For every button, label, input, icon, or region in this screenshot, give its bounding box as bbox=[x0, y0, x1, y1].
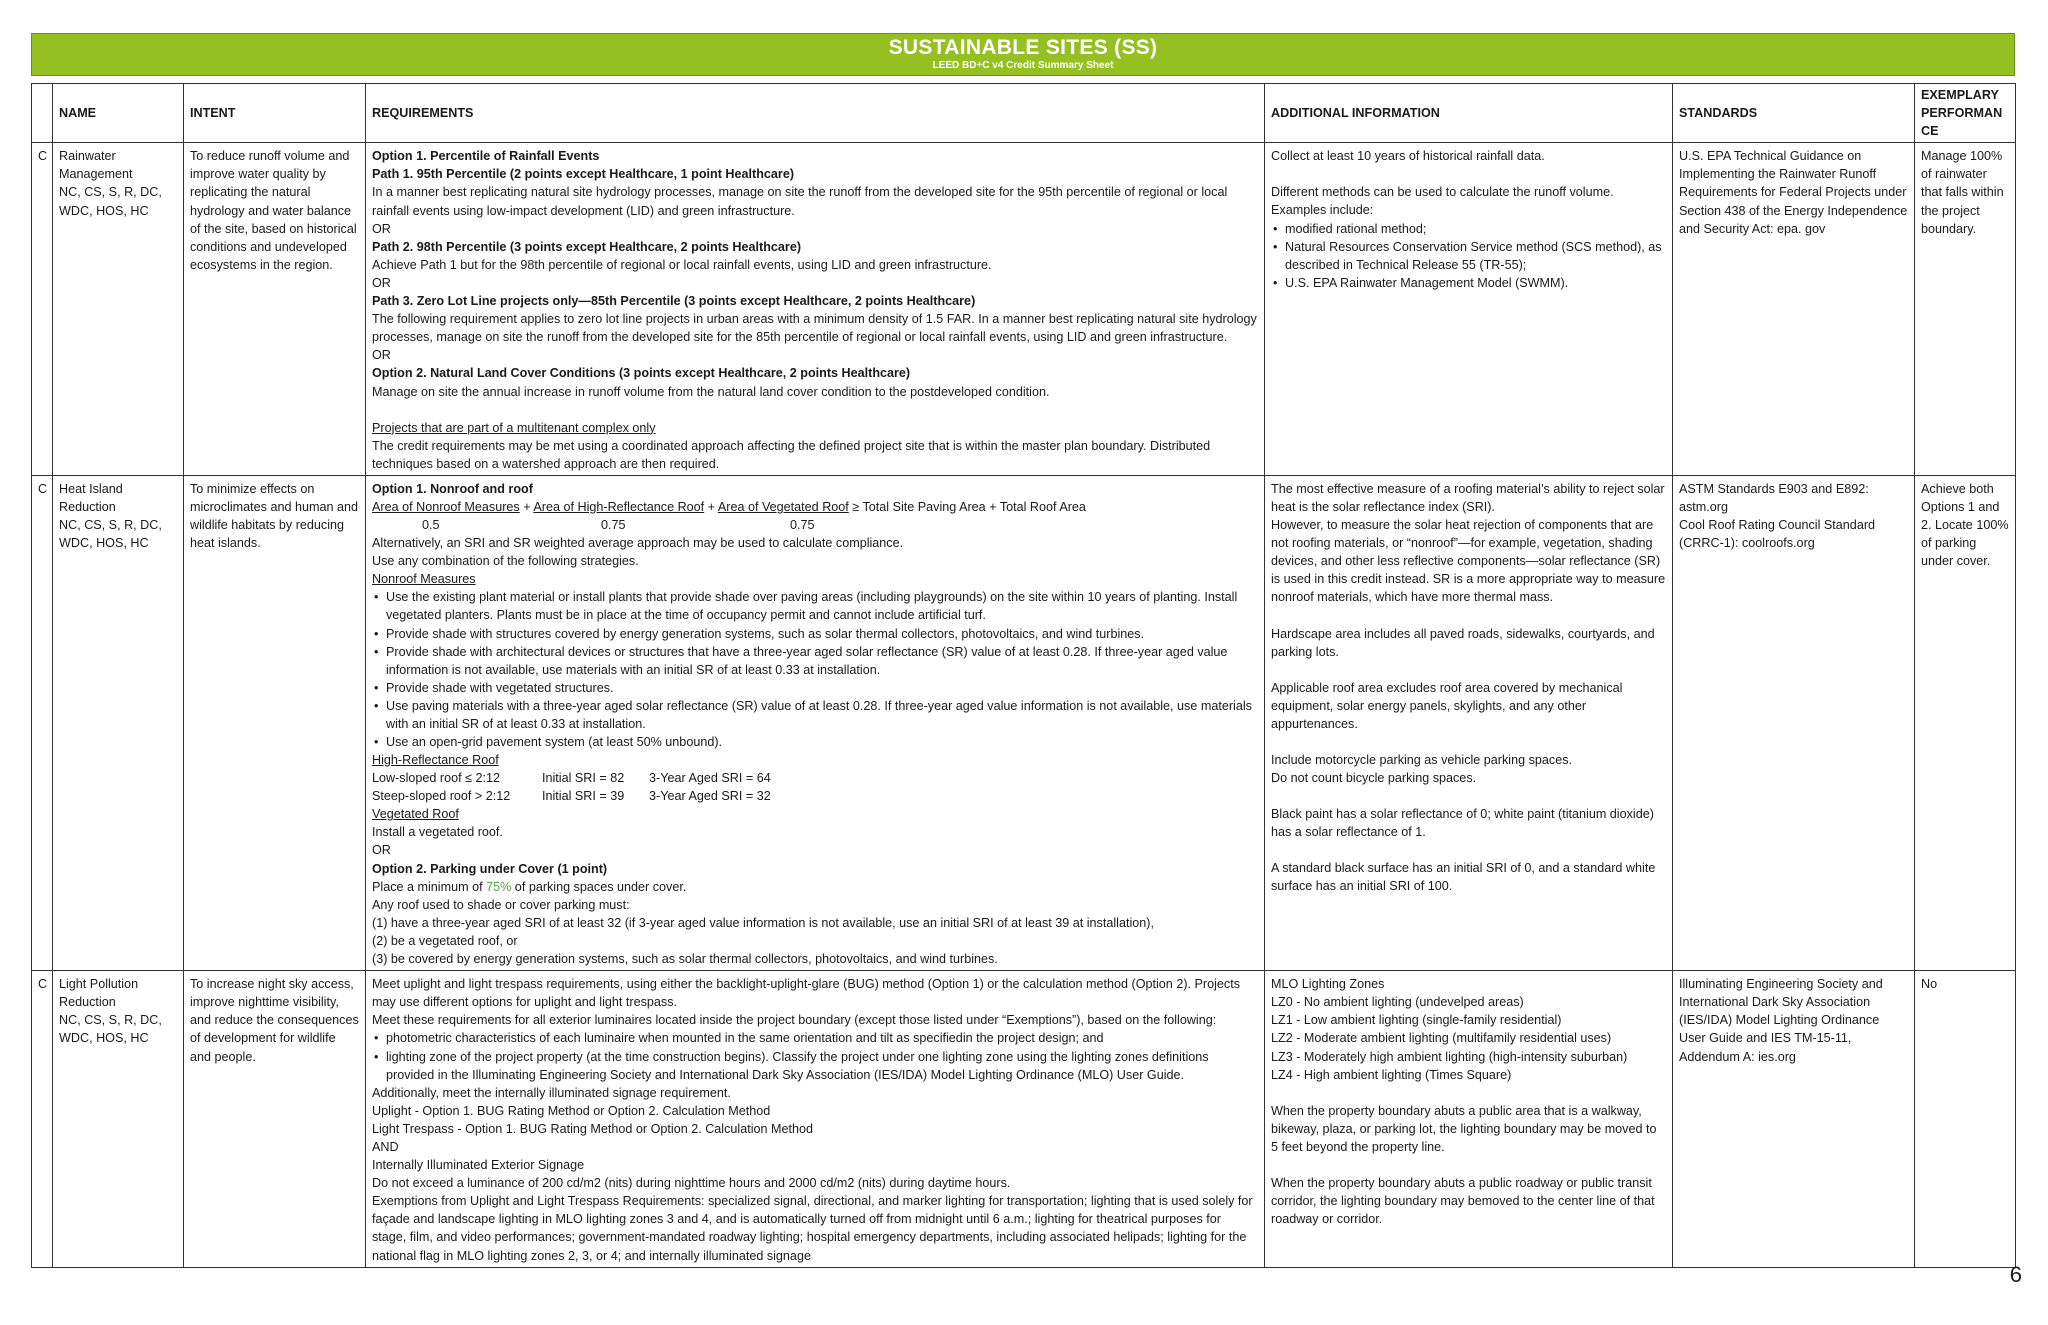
credit-name: Light Pollution Reduction NC, CS, S, R, DC, WDC, HOS, HC bbox=[53, 971, 184, 1268]
credit-additional-info: Collect at least 10 years of historical rainfall data. Different methods can be used to calculate the runoff volume. Examples include: • modified rational method; • Natural Resources Conservation Service method (SCS method), as described in Technical Release 55 (TR-55); • U.S. EPA Rainwater Management Model (SWMM). bbox=[1265, 143, 1673, 476]
credit-intent: To minimize effects on microclimates and human and wildlife habitats by reducing heat islands. bbox=[184, 475, 366, 970]
credit-intent: To reduce runoff volume and improve water quality by replicating the natural hydrology and water balance of the site, based on historical conditions and undeveloped ecosystems in the region. bbox=[184, 143, 366, 476]
credit-requirements: Option 1. Percentile of Rainfall Events Path 1. 95th Percentile (2 points except Healthcare, 1 point Healthcare) In a manner best replicating natural site hydrology processes, manage on site the runoff from the developed site for the 95th percentile of regional or local rainfall events using low-impact development (LID) and green infrastructure. OR Path 2. 98th Percentile (3 points except Healthcare, 2 points Healthcare) Achieve Path 1 but for the 98th percentile of regional or local rainfall events, using LID and green infrastructure. OR Path 3. Zero Lot Line projects only—85th Percentile (3 points except Healthcare, 2 points Healthcare) The following requirement applies to zero lot line projects in urban areas with a minimum density of 1.5 FAR. In a manner best replicating natural site hydrology processes, manage on site the runoff from the developed site for the 85th percentile of regional or local rainfall events, using LID and green infrastructure. OR Option 2. Natural Land Cover Conditions (3 points except Healthcare, 2 points Healthcare) Manage on site the annual increase in runoff volume from the natural land cover condition to the postdeveloped condition. Projects that are part of a multitenant complex only The credit requirements may be met using a coordinated approach affecting the defined project site that is within the master plan boundary. Distributed techniques based on a watershed approach are then required. bbox=[366, 143, 1265, 476]
credit-intent: To increase night sky access, improve nighttime visibility, and reduce the consequences of development for wildlife and people. bbox=[184, 971, 366, 1268]
section-title: SUSTAINABLE SITES (SS) bbox=[888, 36, 1158, 59]
header-name: NAME bbox=[53, 84, 184, 143]
credit-exemplary: Manage 100% of rainwater that falls within the project boundary. bbox=[1915, 143, 2016, 476]
credit-additional-info: MLO Lighting Zones LZ0 - No ambient lighting (undevelped areas) LZ1 - Low ambient lighting (single-family residential) LZ2 - Moderate ambient lighting (multifamily residential uses) LZ3 - Moderately high ambient lighting (high-intensity suburban) LZ4 - High ambient lighting (Times Square) When the property boundary abuts a public area that is a walkway, bikeway, plaza, or parking lot, the lighting boundary may be moved to 5 feet beyond the property line. When the property boundary abuts a public roadway or public transit corridor, the lighting boundary may bemoved to the center line of that roadway or corridor. bbox=[1265, 971, 1673, 1268]
table-row bbox=[32, 971, 2016, 1268]
header-intent: INTENT bbox=[184, 84, 366, 143]
credit-requirements: Meet uplight and light trespass requirements, using either the backlight-uplight-glare (BUG) method (Option 1) or the calculation method (Option 2). Projects may use different options for uplight and light trespass. Meet these requirements for all exterior luminaires located inside the project boundary (except those listed under “Exemptions”), based on the following: • photometric characteristics of each luminaire when mounted in the same orientation and tilt as specifiedin the project design; and • lighting zone of the project property (at the time construction begins). Classify the project under one lighting zone using the lighting zones definitions provided in the Illuminating Engineering Society and International Dark Sky Association (IES/IDA) Model Lighting Ordinance (MLO) User Guide. Additionally, meet the internally illuminated signage requirement. Uplight - Option 1. BUG Rating Method or Option 2. Calculation Method Light Trespass - Option 1. BUG Rating Method or Option 2. Calculation Method AND Internally Illuminated Exterior Signage Do not exceed a luminance of 200 cd/m2 (nits) during nighttime hours and 2000 cd/m2 (nits) during daytime hours. Exemptions from Uplight and Light Trespass Requirements: specialized signal, directional, and marker lighting for transportation; lighting that is used solely for façade and landscape lighting in MLO lighting zones 3 and 4, and is automatically turned off from midnight until 6 a.m.; lighting for theatrical purposes for stage, film, and video performances; government-mandated roadway lighting; hospital emergency departments, including associated helipads; lighting for the national flag in MLO lighting zones 2, 3, or 4; and internally illuminated signage bbox=[366, 971, 1265, 1268]
section-subtitle: LEED BD+C v4 Credit Summary Sheet bbox=[932, 60, 1114, 71]
credit-name: Rainwater Management NC, CS, S, R, DC, WDC, HOS, HC bbox=[53, 143, 184, 476]
formula-denominators: 0.5 0.75 0.75 bbox=[422, 518, 815, 533]
credit-standards: U.S. EPA Technical Guidance on Implementing the Rainwater Runoff Requirements for Federal Projects under Section 438 of the Energy Independence and Security Act: epa. gov bbox=[1673, 143, 1915, 476]
table-row bbox=[32, 475, 2016, 970]
header-type bbox=[32, 84, 53, 143]
credit-additional-info: The most effective measure of a roofing material’s ability to reject solar heat is the solar reflectance index (SRI). However, to measure the solar heat rejection of components that are not roofing materials, or “nonroof”—for example, vegetation, shading devices, and other less reflective components—solar reflectance (SR) is used in this credit instead. SR is a more appropriate way to measure nonroof materials, which have more thermal mass. Hardscape area includes all paved roads, sidewalks, courtyards, and parking lots. Applicable roof area excludes roof area covered by mechanical equipment, solar energy panels, skylights, and any other appurtenances. Include motorcycle parking as vehicle parking spaces. Do not count bicycle parking spaces. Black paint has a solar reflectance of 0; white paint (titanium dioxide) has a solar reflectance of 1. A standard black surface has an initial SRI of 0, and a standard white surface has an initial SRI of 100. bbox=[1265, 475, 1673, 970]
formula: Area of Nonroof Measures + Area of High-Reflectance Roof + Area of Vegetated Roof ≥ Total Site Paving Area + Total Roof Area bbox=[372, 499, 1086, 514]
credit-standards: Illuminating Engineering Society and International Dark Sky Association (IES/IDA) Model Lighting Ordinance User Guide and IES TM-15-11, Addendum A: ies.org bbox=[1673, 971, 1915, 1268]
table-row bbox=[32, 143, 2016, 476]
credit-type: C bbox=[32, 475, 53, 970]
header-exemplary: EXEMPLARY PERFORMANCE bbox=[1915, 84, 2016, 143]
header-requirements: REQUIREMENTS bbox=[366, 84, 1265, 143]
credit-exemplary: No bbox=[1915, 971, 2016, 1268]
header-additional-info: ADDITIONAL INFORMATION bbox=[1265, 84, 1673, 143]
section-banner bbox=[31, 33, 2015, 76]
header-standards: STANDARDS bbox=[1673, 84, 1915, 143]
credit-summary-table bbox=[31, 83, 2016, 1268]
page-number: 6 bbox=[2009, 1262, 2022, 1287]
credit-type: C bbox=[32, 971, 53, 1268]
credit-requirements: Option 1. Nonroof and roof Area of Nonroof Measures + Area of High-Reflectance Roof + Area of Vegetated Roof ≥ Total Site Paving Area + Total Roof Area 0.5 0.75 0.75 Alternatively, an SRI and SR weighted average approach may be used to calculate compliance. Use any combination of the following strategies. Nonroof Measures • Use the existing plant material or install plants that provide shade over paving areas (including playgrounds) on the site within 10 years of planting. Install vegetated planters. Plants must be in place at the time of occupancy permit and cannot include artificial turf. • Provide shade with structures covered by energy generation systems, such as solar thermal collectors, photovoltaics, and wind turbines. • Provide shade with architectural devices or structures that have a three-year aged solar reflectance (SR) value of at least 0.28. If three-year aged value information is not available, use materials with an initial SR of at least 0.33 at installation. • Provide shade with vegetated structures. • Use paving materials with a three-year aged solar reflectance (SR) value of at least 0.28. If three-year aged value information is not available, use materials with an initial SR of at least 0.33 at installation. • Use an open-grid pavement system (at least 50% unbound). High-Reflectance Roof Low-sloped roof ≤ 2:12 Initial SRI = 82 3-Year Aged SRI = 64 Steep-sloped roof > 2:12 Initial SRI = 39 3-Year Aged SRI = 32 Vegetated Roof Install a vegetated roof. OR Option 2. Parking under Cover (1 point) Place a minimum of 75% of parking spaces under cover. Any roof used to shade or cover parking must: (1) have a three-year aged SRI of at least 32 (if 3-year aged value information is not available, use an initial SRI of at least 39 at installation), (2) be a vegetated roof, or (3) be covered by energy generation systems, such as solar thermal collectors, photovoltaics, and wind turbines. bbox=[366, 475, 1265, 970]
header-row bbox=[32, 84, 2016, 143]
credit-standards: ASTM Standards E903 and E892: astm.org Cool Roof Rating Council Standard (CRRC-1): coolroofs.org bbox=[1673, 475, 1915, 970]
credit-exemplary: Achieve both Options 1 and 2. Locate 100% of parking under cover. bbox=[1915, 475, 2016, 970]
credit-type: C bbox=[32, 143, 53, 476]
credit-name: Heat Island Reduction NC, CS, S, R, DC, WDC, HOS, HC bbox=[53, 475, 184, 970]
